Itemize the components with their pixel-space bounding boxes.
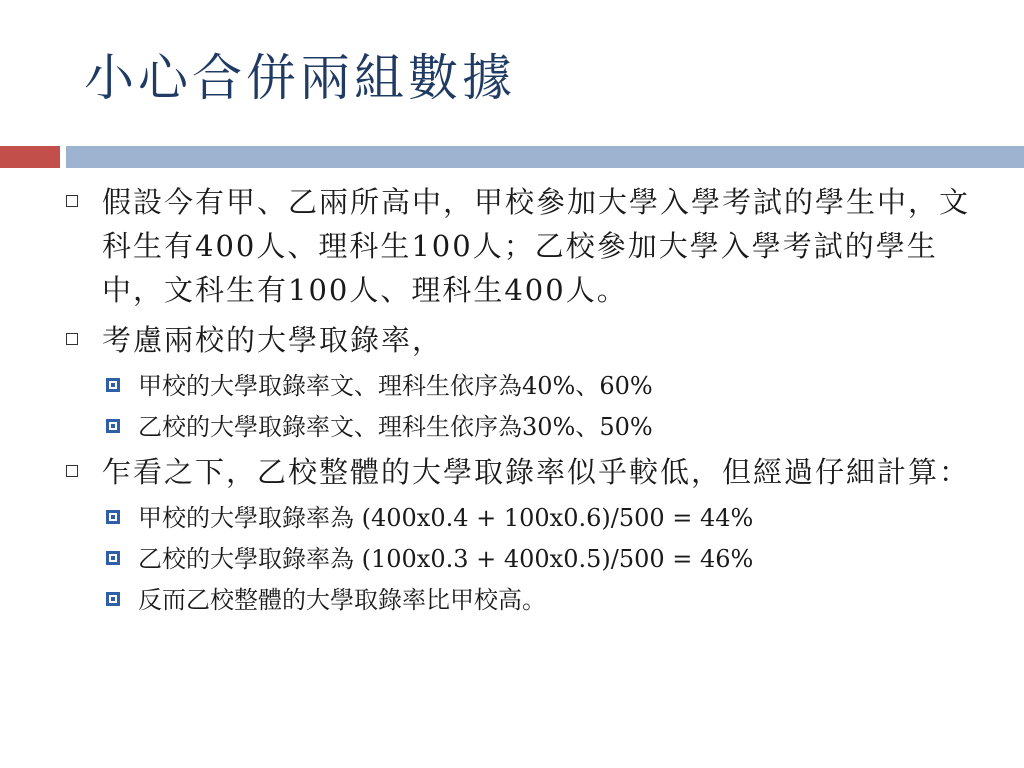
blue-square-bullet-icon: [106, 378, 120, 392]
hollow-square-icon: [66, 195, 78, 207]
blue-square-bullet-icon: [106, 592, 120, 606]
bullet-item: [60, 180, 980, 312]
sub-bullet-text: 乙校的大學取錄率為 (100x0.3 + 400x0.5)/500 = 46%: [138, 545, 754, 573]
blue-square-bullet-icon: [106, 551, 120, 565]
sub-bullet-text: 甲校的大學取錄率為 (400x0.4 + 100x0.6)/500 = 44%: [138, 504, 754, 532]
hollow-square-icon: [66, 465, 78, 477]
sub-bullet-item: [104, 582, 980, 618]
sub-bullet-text: 乙校的大學取錄率文、理科生依序為30%、50%: [138, 413, 653, 441]
title-rule: [66, 146, 1024, 168]
hollow-square-icon: [66, 333, 78, 345]
sub-bullet-text: 甲校的大學取錄率文、理科生依序為40%、60%: [138, 372, 653, 400]
slide-body: [60, 180, 980, 623]
blue-square-bullet-icon: [106, 510, 120, 524]
bullet-text: 乍看之下，乙校整體的大學取錄率似乎較低，但經過仔細計算：: [102, 455, 971, 489]
sub-bullet-text: 反而乙校整體的大學取錄率比甲校高。: [138, 586, 546, 614]
bullet-text: 假設今有甲、乙兩所高中，甲校參加大學入學考試的學生中，文科生有400人、理科生100人；乙校參加大學入學考試的學生中，文科生有100人、理科生400人。: [102, 185, 971, 307]
blue-square-bullet-icon: [106, 419, 120, 433]
bullet-text: 考慮兩校的大學取錄率，: [102, 323, 444, 357]
sub-bullet-item: [104, 409, 980, 445]
sub-bullet-item: [104, 500, 980, 536]
title-rule-accent: [0, 146, 60, 168]
slide-title: 小心合併兩組數據: [84, 49, 516, 107]
sub-bullet-item: [104, 368, 980, 404]
bullet-item: [60, 450, 980, 494]
sub-bullet-item: [104, 541, 980, 577]
bullet-item: [60, 318, 980, 362]
